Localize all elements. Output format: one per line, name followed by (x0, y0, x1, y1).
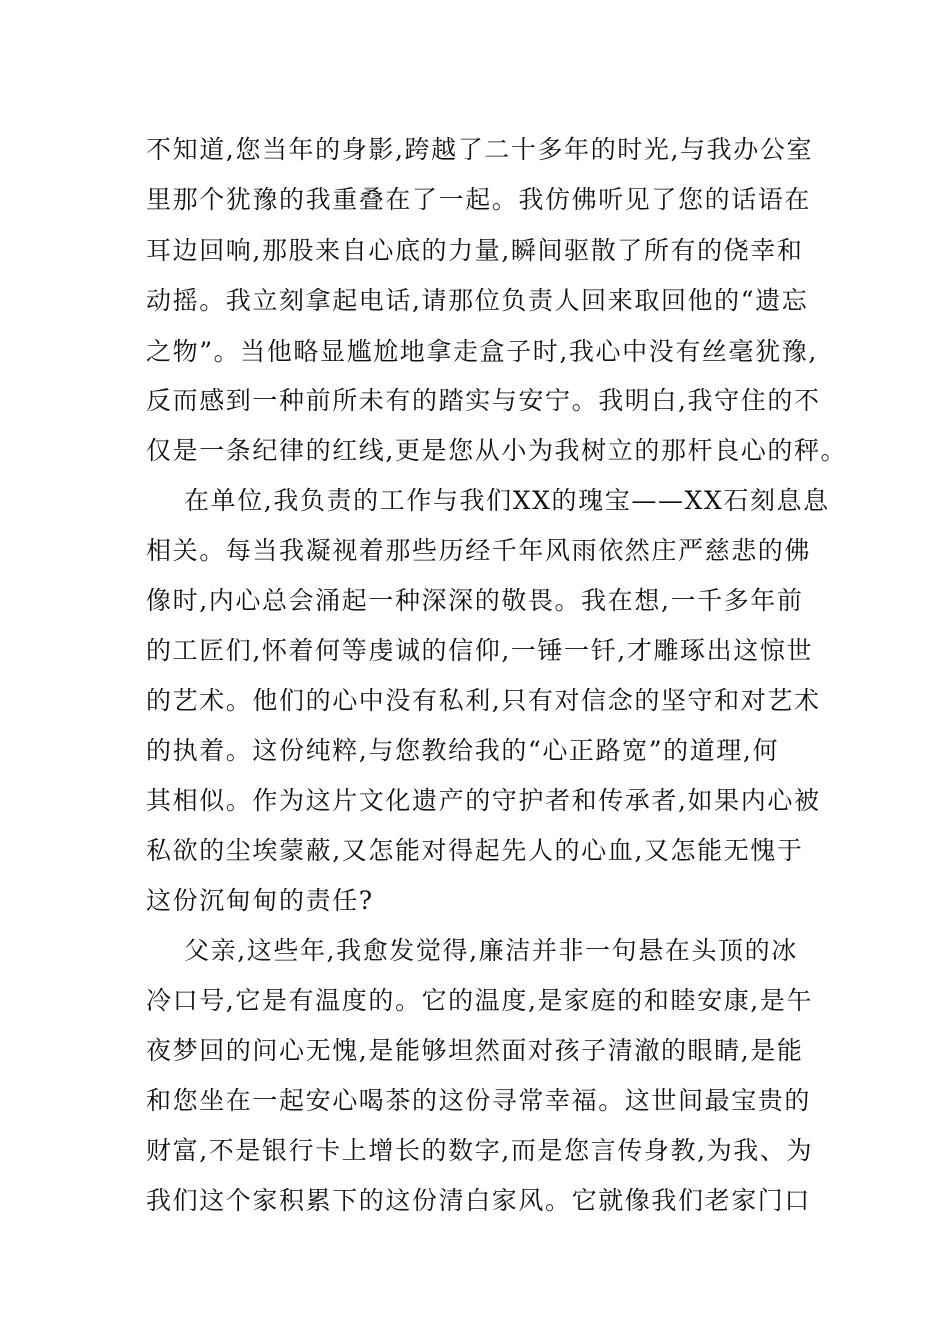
text-line: 反而感到一种前所未有的踏实与安宁。我明白,我守住的不 (146, 386, 821, 415)
text-line: 私欲的尘埃蒙蔽,又怎能对得起先人的心血,又怎能无愧于 (146, 836, 804, 865)
text-line: 的执着。这份纯粹,与您教给我的“心正路宽”的道理,何 (146, 736, 780, 765)
text-line: 的工匠们,怀着何等虔诚的信仰,一锤一钎,才雕琢出这惊世 (146, 636, 814, 665)
text-line: 夜梦回的问心无愧,是能够坦然面对孩子清澈的眼睛,是能 (146, 1036, 804, 1065)
text-line: 里那个犹豫的我重叠在了一起。我仿佛听见了您的话语在 (146, 185, 812, 214)
paragraph-start-line: 在单位,我负责的工作与我们XX的瑰宝——XX石刻息息 (184, 486, 830, 515)
text-line: 之物”。当他略显尴尬地拿走盒子时,我心中没有丝毫犹豫, (146, 337, 818, 366)
text-line: 和您坐在一起安心喝茶的这份寻常幸福。这世间最宝贵的 (146, 1086, 812, 1115)
text-line: 像时,内心总会涌起一种深深的敬畏。我在想,一千多年前 (146, 586, 804, 615)
text-line: 其相似。作为这片文化遗产的守护者和传承者,如果内心被 (146, 786, 821, 815)
text-line: 耳边回响,那股来自心底的力量,瞬间驱散了所有的侥幸和 (146, 236, 804, 265)
paragraph-start-line: 父亲,这些年,我愈发觉得,廉洁并非一句悬在头顶的冰 (184, 936, 798, 965)
text-line: 不知道,您当年的身影,跨越了二十多年的时光,与我办公室 (146, 135, 814, 164)
text-line: 的艺术。他们的心中没有私利,只有对信念的坚守和对艺术 (146, 686, 821, 715)
text-line: 动摇。我立刻拿起电话,请那位负责人回来取回他的“遗忘 (146, 286, 809, 315)
text-line: 我们这个家积累下的这份清白家风。它就像我们老家门口 (146, 1186, 812, 1215)
text-line: 相关。每当我凝视着那些历经千年风雨依然庄严慈悲的佛 (146, 536, 812, 565)
text-line: 仅是一条纪律的红线,更是您从小为我树立的那杆良心的秤。 (146, 436, 848, 465)
text-line: 冷口号,它是有温度的。它的温度,是家庭的和睦安康,是午 (146, 986, 814, 1015)
text-line: 这份沉甸甸的责任? (146, 886, 374, 915)
text-line: 财富,不是银行卡上增长的数字,而是您言传身教,为我、为 (146, 1136, 814, 1165)
